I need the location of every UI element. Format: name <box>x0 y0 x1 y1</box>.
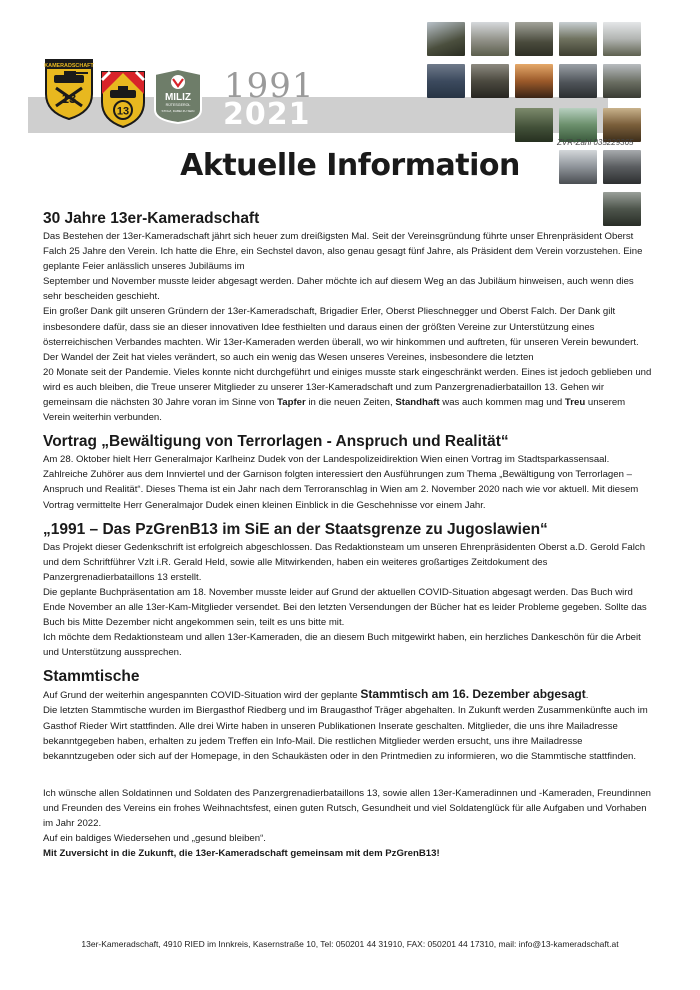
kameradschaft-logo-number: 13 <box>61 91 77 106</box>
wishes-paragraph: Ich wünsche allen Soldatinnen und Soldaten des Panzergrenadierbataillons 13, sowie allen 13er-Kameradinnen und -Kameraden, Freundinnen und Freunden des Vereins ein frohes Weihnachtsfest, einen guten Rutsch, Gesundheit und viel Soldatenglück für alle Aufgaben und Vorhaben im Jahr 2022. <box>43 787 652 829</box>
kameradschaft-logo <box>44 58 94 120</box>
section-lecture <box>43 433 655 512</box>
photo <box>515 64 553 98</box>
photo <box>559 22 597 56</box>
photo <box>603 108 641 142</box>
miliz-logo-text: MILIZ <box>164 92 192 103</box>
photo <box>603 22 641 56</box>
paragraph <box>43 687 655 703</box>
bold-text: Stammtisch am 16. Dezember abgesagt <box>360 687 586 702</box>
goodbye-paragraph: Auf ein baldiges Wiedersehen und „gesund bleiben“. <box>43 833 266 845</box>
paragraph: Ich möchte dem Redaktionsteam und allen 13er-Kameraden, die an diesem Buch mitgewirkt haben, ein herzliches Dankeschön für die Arbeit und Unterstützung aussprechen. <box>43 632 641 659</box>
section-stammtische <box>43 668 655 763</box>
year-start: 1991 <box>224 66 315 106</box>
text-run: was auch kommen mag und <box>439 397 565 409</box>
text-run: 20 Monate seit der Pandemie. Vieles konnte nicht durchgeführt und einiges musste stark eingeschränkt werden. Eines ist jedoch geblieben und wird es auch bleiben, die Treue unserer Mitglieder zu unserer 13er-Kameradschaft und zum Panzergrenadierbataillon 13. Gehen wir gemeinsam die nächsten 30 Jahre voran im Sinne von <box>43 366 652 409</box>
miliz-logo-subtext: RÜTESGEROL <box>165 103 191 107</box>
bold-text: Treu <box>564 397 586 409</box>
section-heading: „1991 – Das PzGrenB13 im SiE an der Staatsgrenze zu Jugoslawien“ <box>43 520 548 538</box>
miliz-logo-small: STOLZ, DABEI ZU SEIN <box>161 109 195 113</box>
photo <box>559 108 597 142</box>
photo <box>515 22 553 56</box>
paragraph: Das Projekt dieser Gedenkschrift ist erfolgreich abgeschlossen. Das Redaktionsteam um unseren Ehrenpräsidenten Oberst a.D. Gerold Falch und dem Schriftführer Vzlt i.R. Gerald Held, sowie alle Mitwirkenden, haben ein weiteres großartiges Zeitdokument des Panzergrenadierbataillons 13 erstellt. <box>43 541 646 583</box>
text-run: Auf Grund der weiterhin angespannten COVID-Situation wird der geplante <box>43 690 361 702</box>
section-book <box>43 521 655 661</box>
year-end: 2021 <box>223 97 311 132</box>
paragraph: Das Bestehen der 13er-Kameradschaft jährt sich heuer zum dreißigsten Mal. Seit der Vereinsgründung führte unser Ehrenpräsident Oberst Falch 25 Jahre den Verein. Ich hatte die Ehre, ein Sechstel davon, also genau gesagt fünf Jahre, als Präsident dem Verein vorzustehen. Eine geplante Feier anlässlich unseres Jubiläums im <box>43 231 643 273</box>
photo <box>515 108 553 142</box>
photo <box>559 64 597 98</box>
paragraph: Die geplante Buchpräsentation am 18. November musste leider auf Grund der aktuellen COVID-Situation abgesagt werden. Das Buch wird Ende November an alle 13er-Kam-Mitglieder versendet. Bei den letzten Versendungen der Bücher hat es leider Probleme gegeben. Sollte das Buch bis Mitte Dezember nicht angekommen sein, teilt es uns bitte mit. <box>43 586 647 629</box>
paragraph: Der Wandel der Zeit hat vieles verändert, so auch ein wenig das Wesen unseres Vereines, insbesondere die letzten <box>43 351 534 363</box>
zvr-number: ZVR-Zahl 035229365 <box>557 138 634 147</box>
photo <box>603 64 641 98</box>
photo <box>427 64 465 98</box>
closing-line: Mit Zuversicht in die Zukunft, die 13er-Kameradschaft gemeinsam mit dem PzGrenB13! <box>43 848 440 860</box>
photo <box>471 64 509 98</box>
miliz-logo <box>153 68 203 124</box>
text-run: unserem Verein weiterhin verbunden. <box>43 397 626 424</box>
photo <box>427 22 465 56</box>
paragraph: Die letzten Stammtische wurden im Biergasthof Riedberg und im Braugasthof Träger abgehalten. In Zukunft werden Zusammenkünfte auch im Gasthof Rieder Wirt stattfinden. Alle drei Wirte haben in unseren Publikationen Inserate geschalten. Mitglieder, die uns ihre Mailadresse bekanntgegeben haben, erhalten zu jedem Treffen ein Info-Mail. Die restlichen Mitglieder werden ersucht, uns ihre Mailadresse bekanntzugeben oder sich auf der Homepage, in den Schaukästen oder in den Printmedien zu informieren, wo die Stammtische stattfinden. <box>43 705 648 762</box>
page-title: Aktuelle Information <box>180 148 520 183</box>
section-heading: Stammtische <box>43 668 140 686</box>
paragraph: September und November musste leider abgesagt werden. Daher möchte ich auf diesem Weg an das Jubiläum hinweisen, auch wenn dies sehr bescheiden geschieht. <box>43 276 634 303</box>
paragraph <box>43 365 655 425</box>
shield-logo-number: 13 <box>116 105 130 118</box>
paragraph: Am 28. Oktober hielt Herr Generalmajor Karlheinz Dudek von der Landespolizeidirektion Wien einen Vortrag im Stadtsparkassensaal. Zahlreiche Zuhörer aus dem Innviertel und der Garnison folgten interessiert den Ausführungen zum Thema „Bewältigung von Terrorlagen – Anspruch und Realität“. Dieses Thema ist ein Jahr nach dem Terroranschlag in Wien am 2. November 2020 nach wie vor aktuell. Mit diesem Vortrag vermittelte Herr Generalmajor Dudek einen kleinen Einblick in die Geschehnisse vor einem Jahr. <box>43 454 639 511</box>
section-heading: 30 Jahre 13er-Kameradschaft <box>43 210 260 227</box>
bold-text: Standhaft <box>395 397 440 409</box>
text-run: in die neuen Zeiten, <box>305 397 396 409</box>
section-heading: Vortrag „Bewältigung von Terrorlagen - Anspruch und Realität“ <box>43 433 509 451</box>
battalion-shield-logo <box>100 70 146 128</box>
article-body <box>43 210 655 861</box>
photo <box>471 22 509 56</box>
paragraph: Ein großer Dank gilt unseren Gründern der 13er-Kameradschaft, Brigadier Erler, Oberst Plieschnegger und Oberst Falch. Der Dank gilt insbesondere dafür, dass sie an dieser innovativen Idee festhielten und daraus einen der größten Vereine zur Unterstützung eines österreichischen Verbandes machten. Wir 13er-Kameraden werden überall, wo wir hinkommen und auftreten, für unseren Verein bewundert. <box>43 306 639 348</box>
section-anniversary <box>43 210 655 425</box>
bold-text: Tapfer <box>277 397 306 409</box>
footer-address: 13er-Kameradschaft, 4910 RIED im Innkreis, Kasernstraße 10, Tel: 050201 44 31910, FAX: 050201 44 17310, mail: info@13-kameradschaft.at <box>81 939 619 949</box>
text-run: . <box>585 690 589 702</box>
kameradschaft-logo-text: KAMERADSCHAFT <box>44 63 94 69</box>
